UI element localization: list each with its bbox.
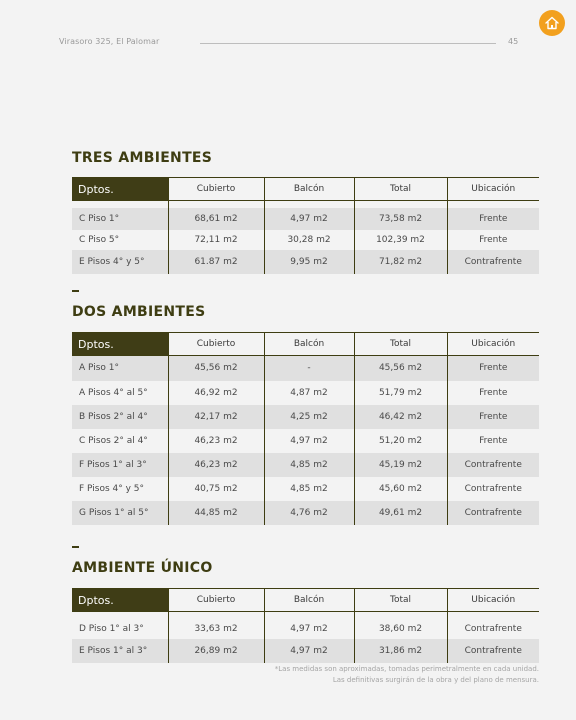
footnote-line-1: *Las medidas son aproximadas, tomadas perimetralmente en cada unidad.	[274, 665, 539, 673]
building-address: Virasoro 325, El Palomar	[59, 37, 160, 46]
column-header-total: Total	[354, 178, 447, 201]
footnote	[275, 664, 539, 686]
column-header-balcon: Balcón	[264, 333, 354, 356]
column-header-dptos: Dptos.	[72, 178, 168, 201]
page-number: 45	[508, 37, 519, 46]
column-header-total: Total	[354, 333, 447, 356]
column-header-ubicacion: Ubicación	[447, 333, 539, 356]
section-title-dos-ambientes: DOS AMBIENTES	[72, 304, 206, 320]
home-button[interactable]	[539, 10, 565, 36]
table-row: F Pisos 4° y 5° 40,75 m2 4,85 m2 45,60 m2 Contrafrente	[72, 477, 539, 501]
table-ambiente-unico	[72, 588, 539, 663]
home-icon	[544, 15, 560, 31]
table-dos-ambientes	[72, 332, 539, 525]
section-divider-dash	[72, 290, 79, 292]
table-row: E Pisos 4° y 5° 61.87 m2 9,95 m2 71,82 m2 Contrafrente	[72, 250, 539, 274]
column-header-cubierto: Cubierto	[168, 333, 264, 356]
section-title-tres-ambientes: TRES AMBIENTES	[72, 150, 213, 166]
section-divider-dash	[72, 546, 79, 548]
table-tres-ambientes	[72, 177, 539, 274]
column-header-total: Total	[354, 589, 447, 612]
column-header-balcon: Balcón	[264, 178, 354, 201]
column-header-dptos: Dptos.	[72, 333, 168, 356]
table-row: B Pisos 2° al 4° 42,17 m2 4,25 m2 46,42 m2 Frente	[72, 405, 539, 429]
column-header-ubicacion: Ubicación	[447, 589, 539, 612]
table-row: A Pisos 4° al 5° 46,92 m2 4,87 m2 51,79 m2 Frente	[72, 381, 539, 405]
table-row: A Piso 1° 45,56 m2 - 45,56 m2 Frente	[72, 356, 539, 381]
column-header-cubierto: Cubierto	[168, 178, 264, 201]
table-row: C Pisos 2° al 4° 46,23 m2 4,97 m2 51,20 m2 Frente	[72, 429, 539, 453]
table-row: F Pisos 1° al 3° 46,23 m2 4,85 m2 45,19 m2 Contrafrente	[72, 453, 539, 477]
header-divider	[200, 43, 496, 44]
table-row: C Piso 5° 72,11 m2 30,28 m2 102,39 m2 Frente	[72, 230, 539, 250]
section-title-ambiente-unico: AMBIENTE ÚNICO	[72, 560, 213, 576]
column-header-ubicacion: Ubicación	[447, 178, 539, 201]
footnote-line-2: Las definitivas surgirán de la obra y del plano de mensura.	[332, 676, 539, 684]
table-row: C Piso 1° 68,61 m2 4,97 m2 73,58 m2 Frente	[72, 208, 539, 230]
table-row: D Piso 1° al 3° 33,63 m2 4,97 m2 38,60 m2 Contrafrente	[72, 619, 539, 639]
column-header-balcon: Balcón	[264, 589, 354, 612]
page-header	[0, 0, 576, 60]
column-header-cubierto: Cubierto	[168, 589, 264, 612]
column-header-dptos: Dptos.	[72, 589, 168, 612]
table-row: G Pisos 1° al 5° 44,85 m2 4,76 m2 49,61 m2 Contrafrente	[72, 501, 539, 525]
table-row: E Pisos 1° al 3° 26,89 m2 4,97 m2 31,86 m2 Contrafrente	[72, 639, 539, 663]
